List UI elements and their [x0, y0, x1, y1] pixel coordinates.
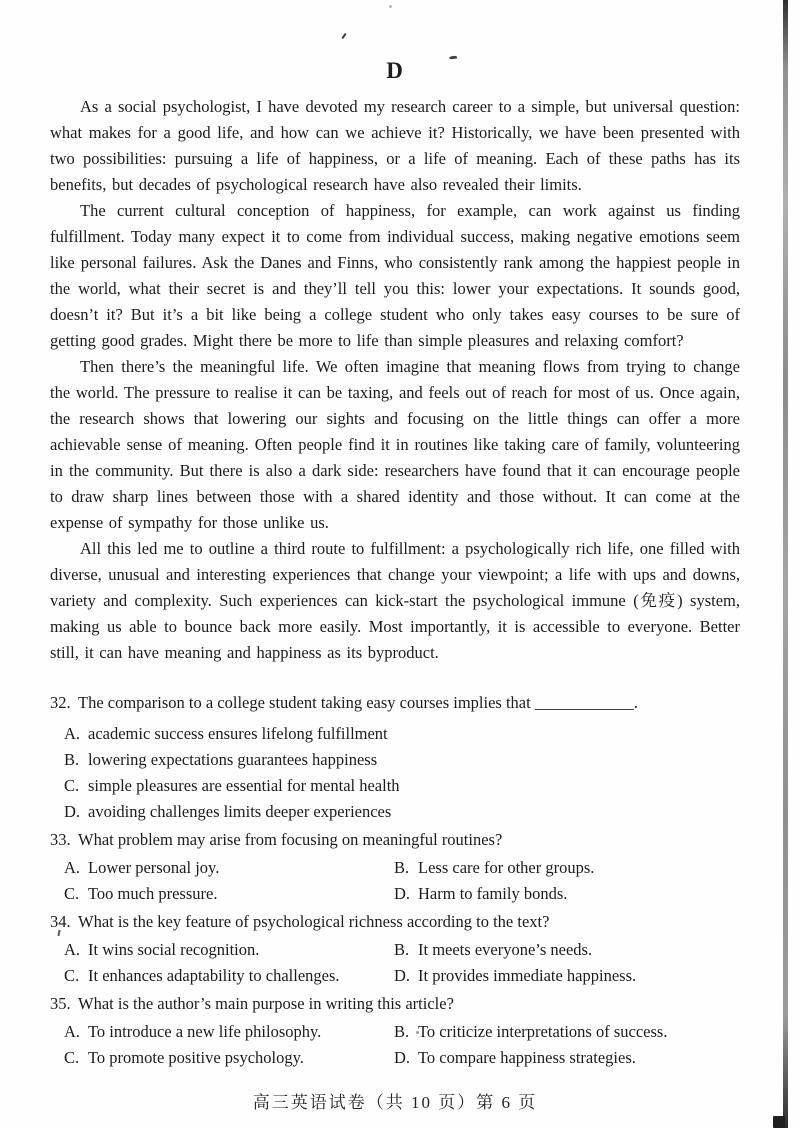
- option-label: D.: [394, 884, 411, 903]
- option-text: Too much pressure.: [88, 884, 218, 903]
- question-stem: What problem may arise from focusing on meaningful routines?: [78, 830, 503, 849]
- option-b: [394, 1019, 740, 1045]
- option-a: [64, 855, 394, 881]
- option-text: To promote positive psychology.: [88, 1048, 304, 1067]
- option-c: [64, 1045, 394, 1071]
- option-label: C.: [64, 966, 80, 985]
- passage-paragraph-4: All this led me to outline a third route to fulfillment: a psychologically rich life, one filled with diverse, unusual and interesting experiences that change your viewpoint; a life with ups and downs, variety and complexity. Such experiences can kick-start the psychological immune (免疫) system, making us able to bounce back more easily. Most importantly, it is accessible to everyone. Better still, it can have meaning and happiness as its byproduct.: [50, 539, 740, 662]
- option-label: C.: [64, 1048, 80, 1067]
- scan-speck: [341, 33, 346, 39]
- option-text: It wins social recognition.: [88, 940, 260, 959]
- option-text: simple pleasures are essential for mental health: [88, 776, 400, 795]
- option-label: B.: [64, 750, 80, 769]
- scan-binding-edge: [783, 0, 788, 1128]
- passage-paragraph-2: The current cultural conception of happiness, for example, can work against us finding fulfillment. Today many expect it to come from individual success, making negative emotions seem like personal failures. Ask the Danes and Finns, who consistently rank among the happiest people in the world, what their secret is and they’ll tell you this: lower your expectations. It sounds good, doesn’t it? But it’s a bit like being a college student who only takes easy courses to be sure of getting good grades. Might there be more to life than simple pleasures and relaxing comfort?: [50, 201, 740, 350]
- page-content: [50, 56, 740, 1115]
- option-text: To introduce a new life philosophy.: [88, 1022, 322, 1041]
- question-32: [50, 690, 740, 825]
- option-a: [64, 1019, 394, 1045]
- option-text: It provides immediate happiness.: [418, 966, 637, 985]
- option-label: A.: [64, 724, 81, 743]
- option-label: C.: [64, 884, 80, 903]
- option-c: [64, 963, 394, 989]
- option-d: [394, 1045, 740, 1071]
- question-33: [50, 827, 740, 907]
- option-text: lowering expectations guarantees happiness: [88, 750, 378, 769]
- option-b: [394, 937, 740, 963]
- option-label: A.: [64, 1022, 81, 1041]
- option-label: A.: [64, 858, 81, 877]
- option-text: It enhances adaptability to challenges.: [88, 966, 340, 985]
- question-34-stem-line: [50, 909, 740, 935]
- question-stem: The comparison to a college student taking easy courses implies that ____________.: [78, 693, 638, 712]
- scan-blob: [773, 1116, 785, 1128]
- option-d: [394, 881, 740, 907]
- section-label: D: [386, 58, 404, 83]
- page-footer: 高三英语试卷（共 10 页）第 6 页: [252, 1093, 538, 1112]
- option-text: academic success ensures lifelong fulfillment: [88, 724, 388, 743]
- option-label: B.: [394, 858, 410, 877]
- option-label: A.: [64, 940, 81, 959]
- option-text: avoiding challenges limits deeper experiences: [88, 802, 392, 821]
- passage-paragraph-3: Then there’s the meaningful life. We often imagine that meaning flows from trying to change the world. The pressure to realise it can be taxing, and feels out of reach for most of us. Once again, the research shows that lowering our sights and focusing on the little things can offer a more achievable sense of meaning. Often people find it in routines like taking care of family, volunteering in the community. But there is also a dark side: researchers have found that it can encourage people to draw sharp lines between those with a shared identity and those without. It can come at the expense of sympathy for those unlike us.: [50, 357, 740, 532]
- question-32-stem-line: [50, 690, 740, 716]
- option-text: Harm to family bonds.: [418, 884, 568, 903]
- option-c: [64, 773, 740, 799]
- option-c: [64, 881, 394, 907]
- question-34-options: [64, 937, 740, 989]
- option-text: To criticize interpretations of success.: [418, 1022, 668, 1041]
- question-number: 32.: [50, 693, 71, 712]
- option-d: [394, 963, 740, 989]
- option-text: Lower personal joy.: [88, 858, 220, 877]
- option-label: D.: [394, 966, 411, 985]
- question-35-options: [64, 1019, 740, 1071]
- question-35: [50, 991, 740, 1071]
- question-32-options: [64, 721, 740, 825]
- option-d: [64, 799, 740, 825]
- option-a: [64, 721, 740, 747]
- reading-passage: [50, 94, 740, 666]
- scan-speck: [389, 5, 392, 8]
- option-label: C.: [64, 776, 80, 795]
- option-text: Less care for other groups.: [418, 858, 595, 877]
- questions-section: [50, 690, 740, 1071]
- option-label: B.: [394, 940, 410, 959]
- question-number: 33.: [50, 830, 71, 849]
- option-text: To compare happiness strategies.: [418, 1048, 636, 1067]
- question-stem: What is the author’s main purpose in writing this article?: [78, 994, 454, 1013]
- option-b: [394, 855, 740, 881]
- question-34: [50, 909, 740, 989]
- option-label: D.: [64, 802, 81, 821]
- option-label: D.: [394, 1048, 411, 1067]
- option-label: B.: [394, 1022, 410, 1041]
- question-number: 34.: [50, 912, 71, 931]
- question-35-stem-line: [50, 991, 740, 1017]
- question-33-options: [64, 855, 740, 907]
- option-a: [64, 937, 394, 963]
- question-number: 35.: [50, 994, 71, 1013]
- question-stem: What is the key feature of psychological richness according to the text?: [78, 912, 550, 931]
- question-33-stem-line: [50, 827, 740, 853]
- passage-paragraph-1: As a social psychologist, I have devoted my research career to a simple, but universal question: what makes for a good life, and how can we achieve it? Historically, we have been presented with two possibilities: pursuing a life of happiness, or a life of meaning. Each of these paths has its benefits, but decades of psychological research have also revealed their limits.: [50, 97, 740, 194]
- option-b: [64, 747, 740, 773]
- option-text: It meets everyone’s needs.: [418, 940, 593, 959]
